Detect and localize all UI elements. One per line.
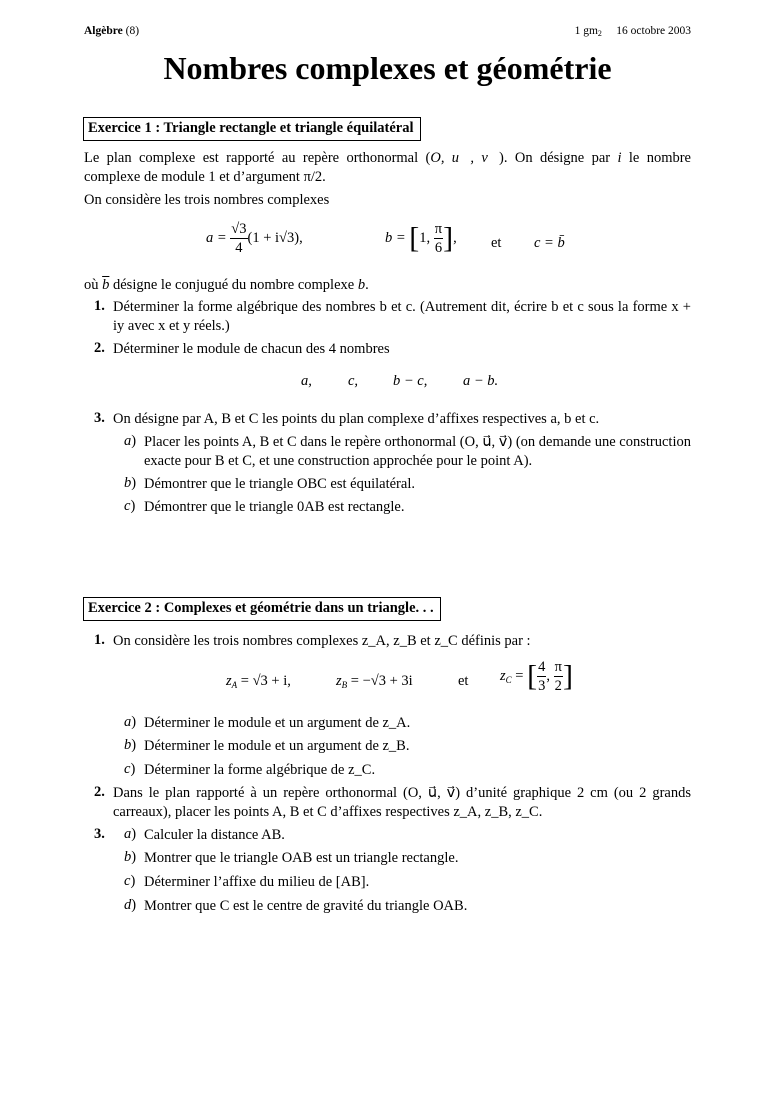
equation-b xyxy=(385,222,457,255)
page-header xyxy=(84,25,691,41)
ex2-q1-text: On considère les trois nombres complexes z_A, z_B et z_C définis par : xyxy=(113,633,531,649)
ex2-q1c-text: Déterminer la forme algébrique de z_C. xyxy=(144,762,376,778)
q1-number: 1. xyxy=(94,298,105,314)
intro-i: i xyxy=(617,150,622,166)
ex2-q3b-text: Montrer que le triangle OAB est un triangle rectangle. xyxy=(144,850,459,866)
denominator: 6 xyxy=(434,239,443,256)
eq-b-lhs: b = xyxy=(385,229,406,246)
intro-text: ). On désigne par xyxy=(499,150,618,166)
label-letter: b xyxy=(124,849,132,865)
intro-frame: O, u⃗, v⃗ xyxy=(430,150,500,166)
eq-a-lhs: a = xyxy=(206,229,227,246)
q3-number: 3. xyxy=(94,410,105,426)
ex2-q1b-text: Déterminer le module et un argument de z_B. xyxy=(144,738,410,754)
ex2-q2-number: 2. xyxy=(94,784,105,800)
q3b-label: b) xyxy=(124,475,137,491)
ex2-q1-number: 1. xyxy=(94,632,105,648)
q3b-text: Démontrer que le triangle OBC est équilatéral. xyxy=(144,476,415,492)
exercise1-heading: Exercice 1 : Triangle rectangle et triangle équilatéral xyxy=(83,117,421,141)
ex2-q3a-text: Calculer la distance AB. xyxy=(144,827,285,843)
ex1-intro xyxy=(84,149,691,187)
equation-zc: $z_C$ = [ $\frac{4}{3}$ , $\frac{\pi}{2}$ ] xyxy=(500,659,573,694)
fraction xyxy=(554,660,563,693)
label-letter: a xyxy=(124,714,132,730)
q2-list-ab: a − b. xyxy=(463,373,499,389)
ex2-q3c-text: Déterminer l’affixe du milieu de [AB]. xyxy=(144,874,370,890)
equation-c: c = b̄ xyxy=(534,235,565,251)
ex2-q3b-label: b) xyxy=(124,849,137,865)
exercise2-heading: Exercice 2 : Complexes et géométrie dans un triangle. . . xyxy=(83,597,441,621)
q3a-label: a) xyxy=(124,433,137,449)
ex2-q1c-label: c) xyxy=(124,761,136,777)
q2-list-bc: b − c, xyxy=(393,373,428,389)
ex2-q2-text: Dans le plan rapporté à un repère orthonormal (O, u⃗, v⃗) d’unité graphique 2 cm (ou 2 grands carreaux), placer les points A, B et C d’affixes respectives z_A, z_B, z_C. xyxy=(113,785,691,820)
ex2-q3c-label: c) xyxy=(124,873,136,889)
ex2-q3a-label: a) xyxy=(124,826,137,842)
header-subject xyxy=(84,25,139,37)
b-bar: $\overline{b}$ xyxy=(102,277,110,293)
equation-a xyxy=(206,222,303,255)
ex2-q3-number: 3. xyxy=(94,826,105,842)
left-bracket: [ xyxy=(527,659,538,693)
ex2-q1a-text: Déterminer le module et un argument de z_A. xyxy=(144,715,411,731)
b: b xyxy=(357,277,366,293)
label-letter: b xyxy=(124,737,132,753)
note-text: . xyxy=(365,277,369,293)
label-letter: c xyxy=(124,873,131,889)
label-letter: a xyxy=(124,433,132,449)
label-letter: c xyxy=(124,761,131,777)
note-text: désigne le conjugué du nombre complexe xyxy=(109,277,358,293)
subject-label: Algèbre xyxy=(84,25,123,37)
fraction xyxy=(230,222,247,255)
conjugate-note xyxy=(84,276,691,295)
denominator: 2 xyxy=(554,677,562,694)
equation-zb: $z_B = -√3 + 3i$ xyxy=(336,673,413,690)
numerator: √3 xyxy=(231,221,247,237)
class-label: 1 gm xyxy=(574,25,598,37)
zb-value: −√3 + 3i xyxy=(362,673,413,689)
equation-za: $z_A = √3 + i$, xyxy=(226,673,291,690)
q1-text: Déterminer la forme algébrique des nombres b et c. (Autrement dit, écrire b et c sous la forme x + iy avec x et y réels.) xyxy=(113,299,691,334)
label-letter: c xyxy=(124,498,131,514)
intro-text: le nombre complexe de module 1 et d’argument π/2. xyxy=(84,150,691,185)
q3-text: On désigne par A, B et C les points du plan complexe d’affixes respectives a, b et c. xyxy=(113,411,600,427)
label-letter: a xyxy=(124,826,132,842)
label-letter: d xyxy=(124,897,132,913)
q3c-text: Démontrer que le triangle 0AB est rectangle. xyxy=(144,499,405,515)
left-bracket: [ xyxy=(409,221,420,255)
q3a-text: Placer les points A, B et C dans le repère orthonormal (O, u⃗, v⃗) (on demande une construction exacte pour B et C, et une construction approchée pour le point A). xyxy=(144,434,691,469)
numerator: π xyxy=(434,221,443,237)
denominator: 4 xyxy=(235,239,243,256)
eq2-et: et xyxy=(458,673,469,689)
ex2-q3d-label: d) xyxy=(124,897,137,913)
eq-a-rest: (1 + i√3), xyxy=(247,229,303,246)
ex1-intro-2: On considère les trois nombres complexes xyxy=(84,192,330,208)
fraction xyxy=(434,222,443,255)
fraction xyxy=(537,660,546,693)
date-label: 16 octobre 2003 xyxy=(616,25,691,37)
header-right xyxy=(575,25,691,38)
q2-number: 2. xyxy=(94,340,105,356)
denominator: 3 xyxy=(538,677,546,694)
eq-b-comma: , xyxy=(453,229,457,246)
ex2-q1a-label: a) xyxy=(124,714,137,730)
class-subscript: 2 xyxy=(597,29,602,38)
numerator: π xyxy=(554,659,562,675)
ex2-q3d-text: Montrer que C est le centre de gravité du triangle OAB. xyxy=(144,898,468,914)
eq-et: et xyxy=(491,235,502,251)
right-bracket: ] xyxy=(562,659,573,693)
eq-b-modulus: 1, xyxy=(419,229,431,246)
numerator: 4 xyxy=(538,659,546,675)
q2-text: Déterminer le module de chacun des 4 nombres xyxy=(113,341,390,357)
q2-list-a: a, xyxy=(301,373,312,389)
right-bracket: ] xyxy=(443,221,454,255)
sheet-number: (8) xyxy=(125,25,140,37)
intro-text: Le plan complexe est rapporté au repère orthonormal ( xyxy=(84,150,431,166)
label-letter: b xyxy=(124,475,132,491)
za-value: √3 + i, xyxy=(252,673,291,689)
note-text: où xyxy=(84,277,103,293)
ex2-q1b-label: b) xyxy=(124,737,137,753)
page-title: Nombres complexes et géométrie xyxy=(163,50,612,86)
q3c-label: c) xyxy=(124,498,136,514)
q2-list-c: c, xyxy=(348,373,359,389)
